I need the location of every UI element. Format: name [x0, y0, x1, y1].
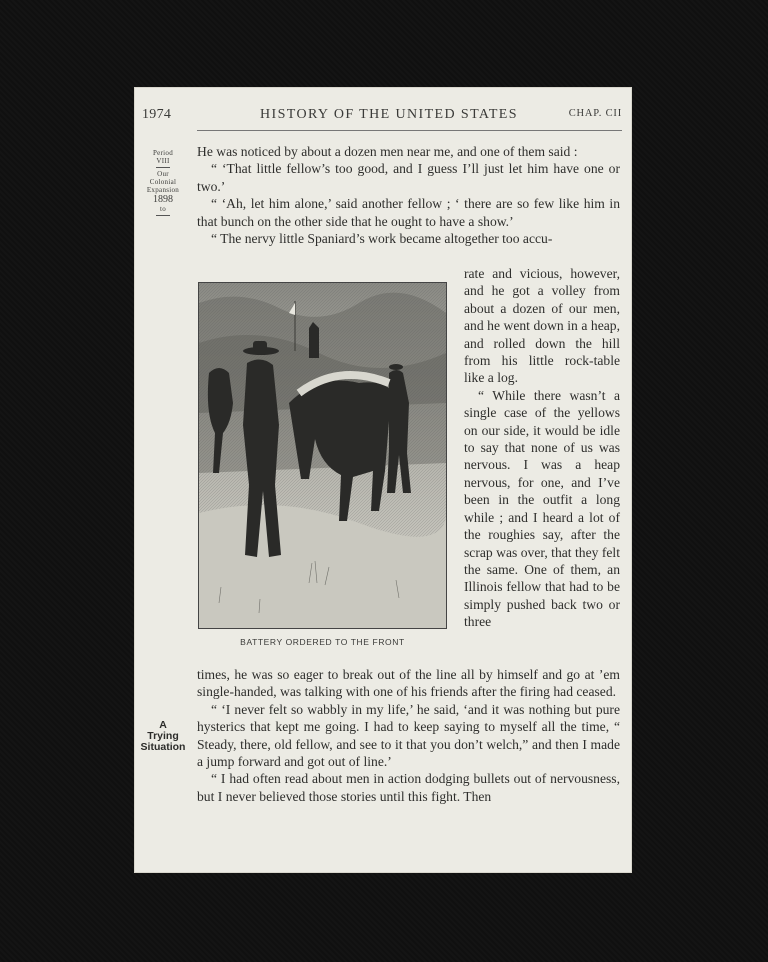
body-text-bottom [197, 666, 620, 805]
sidenote-trying-situation [134, 720, 192, 753]
paragraph: “ ‘Ah, let him alone,’ said another fellow ; ‘ there are so few like him in that bunch on the other side that he ought to have a show.’ [197, 196, 620, 229]
page-number: 1974 [142, 107, 172, 122]
book-page [134, 87, 632, 873]
chapter-label: CHAP. CII [568, 108, 622, 119]
illustration [198, 282, 447, 629]
header-rule [197, 130, 622, 131]
margin-to: to [159, 205, 167, 213]
margin-period-number: VIII [156, 157, 170, 165]
margin-topic-3: Expansion [146, 186, 180, 194]
running-title: HISTORY OF THE UNITED STATES [260, 107, 518, 122]
body-text-wrap [464, 265, 620, 631]
paragraph: “ ‘I never felt so wabbly in my life,’ he said, ‘and it was nothing but pure hysterics that kept me going. I had to keep saying to myself all the time, “ Steady, there, old fellow, and see to it that you don’t welch,” and then I made a jump forward and got out of line.’ [197, 701, 620, 770]
sidenote-line: Situation [140, 741, 186, 753]
margin-period-label: Period [152, 149, 174, 157]
margin-topic-1: Our [157, 170, 169, 178]
margin-topic-2: Colonial [149, 178, 177, 186]
margin-divider [156, 167, 170, 168]
margin-divider [156, 215, 170, 216]
body-text-top [197, 143, 620, 247]
paragraph: rate and vicious, however, and he got a volley from about a dozen of our men, and he went down in a heap, and rolled down the hill from his little rock-table like a log. [464, 266, 620, 386]
paragraph: “ I had often read about men in action dodging bullets out of nervousness, but I never believed those stories until this fight. Then [197, 771, 620, 804]
sidenote-line: Trying [147, 730, 179, 742]
paragraph: “ While there wasn’t a single case of the yellows on our side, it would be idle to say that none of us was nervous. I was a heap nervous, for one, and I’ve been in the outfit a long while ; and I heard a lot of the roughies say, after the scrap was over, that they felt the same. One of them, an Illinois fellow that had to be simply pushed back two or three [464, 387, 620, 630]
margin-year: 1898 [153, 194, 173, 205]
paragraph: “ The nervy little Spaniard’s work became altogether too accu- [211, 231, 553, 247]
paragraph: times, he was so eager to break out of the line all by himself and go at ’em single-handed, was talking with one of his friends after the firing had ceased. [197, 667, 620, 700]
running-header [142, 107, 622, 125]
illustration-caption: BATTERY ORDERED TO THE FRONT [240, 637, 405, 647]
battery-illustration [199, 283, 446, 628]
paragraph: “ ‘That little fellow’s too good, and I guess I’ll just let him have one or two.’ [197, 161, 620, 194]
margin-note-period [134, 149, 192, 218]
sidenote-line: A [159, 719, 167, 731]
paragraph: He was noticed by about a dozen men near me, and one of them said : [197, 144, 578, 159]
